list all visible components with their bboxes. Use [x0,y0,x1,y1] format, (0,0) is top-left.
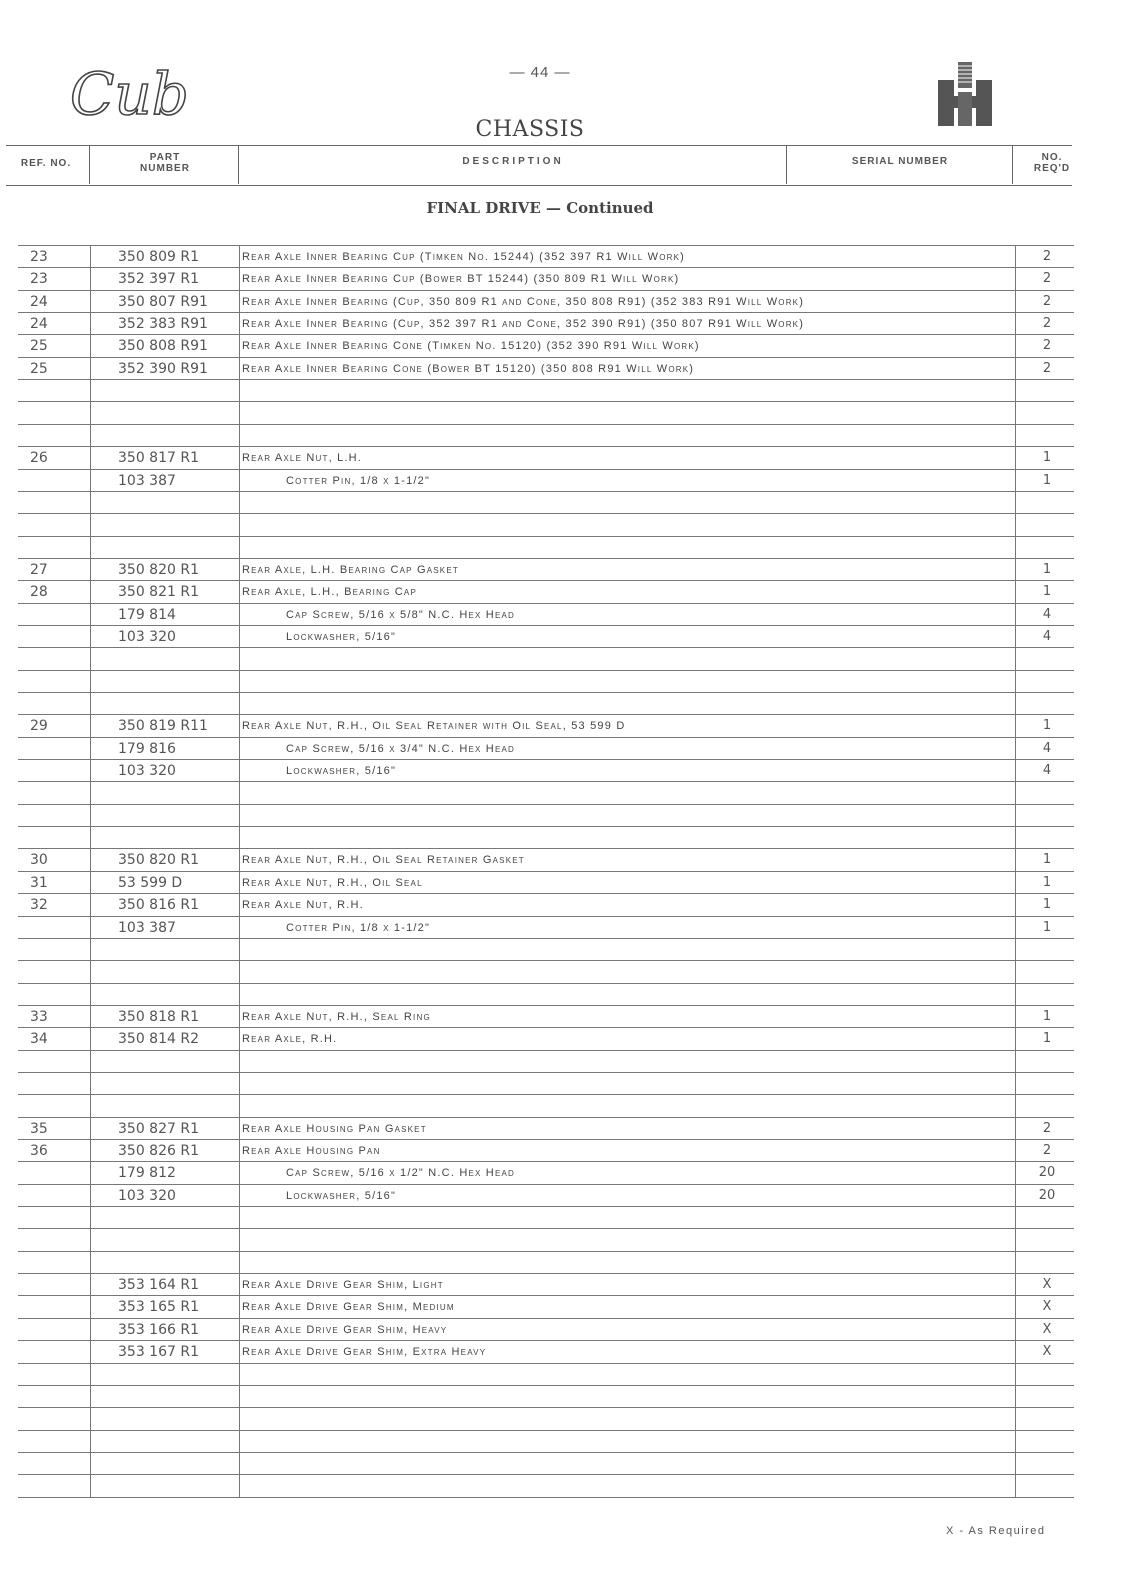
description-cell: Rear Axle Nut, R.H., Oil Seal [242,876,423,889]
col-description: DESCRIPTION [462,156,564,167]
qty-reqd-cell: 1 [1042,1008,1052,1024]
qty-reqd-cell: 4 [1042,763,1052,779]
description-cell: Lockwasher, 5/16" [286,630,397,643]
part-number-cell: 103 320 [118,1187,176,1204]
ref-no-cell: 35 [30,1120,48,1137]
qty-reqd-cell: 2 [1042,271,1052,287]
table-row [18,1340,1074,1362]
ref-no-cell: 26 [30,450,48,467]
col-no-reqd-line2: REQ'D [1033,163,1071,174]
qty-reqd-cell: 1 [1042,874,1052,890]
part-number-cell: 352 397 R1 [118,271,199,288]
grid-rule [18,647,1074,648]
description-cell: Rear Axle Inner Bearing Cone (Bower BT 15120) (350 808 R91 Will Work) [242,362,695,375]
table-row [18,714,1074,736]
qty-reqd-cell: 2 [1042,338,1052,354]
table-row [18,469,1074,491]
part-number-cell: 179 814 [118,606,176,623]
part-number-cell: 350 820 R1 [118,852,199,869]
grid-rule [18,826,1074,827]
grid-rule [18,1094,1074,1095]
qty-reqd-cell: 2 [1042,1143,1052,1158]
description-cell: Rear Axle Inner Bearing (Cup, 352 397 R1 and Cone, 352 390 R91) (350 807 R91 Will Work) [242,318,805,331]
qty-reqd-cell: 1 [1042,852,1052,868]
ref-no-cell: 28 [30,584,48,601]
qty-reqd-cell: 1 [1042,897,1052,913]
description-cell: Rear Axle Drive Gear Shim, Light [242,1279,444,1292]
qty-reqd-cell: X [1042,1299,1052,1315]
qty-reqd-cell: 1 [1042,472,1052,488]
grid-rule [18,1206,1074,1207]
part-number-cell: 350 808 R91 [118,338,208,355]
part-number-cell: 103 387 [118,472,176,489]
ref-no-cell: 36 [30,1143,48,1159]
ref-no-cell: 25 [30,338,48,355]
ref-no-cell: 31 [30,874,48,891]
table-row [18,1184,1074,1206]
table-row [18,446,1074,468]
header-divider [89,146,90,184]
table-row [18,1027,1074,1049]
description-cell: Rear Axle Housing Pan [242,1145,381,1157]
subsection-title: FINAL DRIVE — Continued [426,199,654,217]
qty-reqd-cell: 1 [1042,450,1052,466]
grid-rule [18,1072,1074,1073]
table-row [18,267,1074,289]
description-cell: Rear Axle Drive Gear Shim, Heavy [242,1323,448,1336]
description-cell: Cap Screw, 5/16 x 5/8" N.C. Hex Head [286,608,515,621]
grid-rule [18,536,1074,537]
table-row [18,334,1074,356]
ref-no-cell: 25 [30,360,48,377]
header-divider [238,146,239,184]
description-cell: Rear Axle, L.H., Bearing Cap [242,586,417,599]
qty-reqd-cell: 1 [1042,1031,1052,1047]
grid-rule [18,938,1074,939]
table-row [18,603,1074,625]
table-row [18,357,1074,379]
qty-reqd-cell: 2 [1042,316,1052,332]
table-row [18,1139,1074,1161]
qty-reqd-cell: 2 [1042,360,1052,376]
ref-no-cell: 30 [30,852,48,869]
part-number-cell: 103 320 [118,763,176,780]
table-row [18,312,1074,334]
grid-rule [18,491,1074,492]
table-row [18,848,1074,870]
part-number-cell: 179 812 [118,1165,176,1182]
qty-reqd-cell: X [1042,1321,1052,1337]
qty-reqd-cell: 20 [1038,1165,1056,1181]
description-cell: Rear Axle, L.H. Bearing Cap Gasket [242,563,459,576]
header-rule-top [6,145,1072,146]
grid-rule [18,670,1074,671]
description-cell: Rear Axle Inner Bearing (Cup, 350 809 R1 and Cone, 350 808 R91) (352 383 R91 Will Work) [242,295,805,308]
qty-reqd-cell: 20 [1038,1187,1056,1203]
page-number: — 44 — [509,64,571,81]
ref-no-cell: 24 [30,316,48,333]
part-number-cell: 350 807 R91 [118,293,208,310]
qty-reqd-cell: 2 [1042,293,1052,309]
grid-rule [18,692,1074,693]
part-number-cell: 350 819 R11 [118,718,208,735]
section-title: CHASSIS [475,117,585,142]
table-row [18,759,1074,781]
ref-no-cell: 33 [30,1008,48,1025]
grid-rule [18,804,1074,805]
grid-rule [18,1228,1074,1229]
header-rule-bottom [6,185,1072,186]
ref-no-cell: 23 [30,271,48,288]
description-cell: Lockwasher, 5/16" [286,765,397,778]
table-row [18,625,1074,647]
qty-reqd-cell: 4 [1042,740,1052,756]
description-cell: Rear Axle Drive Gear Shim, Extra Heavy [242,1346,487,1359]
grid-rule [18,1452,1074,1453]
qty-reqd-cell: 4 [1042,606,1052,622]
description-cell: Cotter Pin, 1/8 x 1-1/2" [286,921,431,934]
grid-rule [18,513,1074,514]
description-cell: Rear Axle Housing Pan Gasket [242,1122,427,1135]
part-number-cell: 350 818 R1 [118,1008,199,1025]
table-row [18,1318,1074,1340]
grid-rule [18,1497,1074,1498]
grid-rule [18,379,1074,380]
ref-no-cell: 23 [30,249,48,265]
qty-reqd-cell: X [1042,1277,1052,1293]
part-number-cell: 179 816 [118,740,176,757]
part-number-cell: 103 387 [118,919,176,936]
part-number-cell: 53 599 D [118,874,183,891]
part-number-cell: 350 816 R1 [118,897,199,914]
description-cell: Cotter Pin, 1/8 x 1-1/2" [286,474,431,487]
part-number-cell: 350 820 R1 [118,561,199,578]
table-row [18,245,1074,267]
col-no-reqd-line1: NO. [1041,152,1063,163]
header-divider [1012,146,1013,184]
part-number-cell: 353 166 R1 [118,1321,199,1338]
description-cell: Rear Axle Nut, R.H., Seal Ring [242,1010,431,1023]
table-row [18,871,1074,893]
table-row [18,737,1074,759]
table-row [18,290,1074,312]
ih-logo-icon [938,62,992,126]
ref-no-cell: 24 [30,293,48,310]
qty-reqd-cell: 4 [1042,628,1052,644]
table-row [18,1161,1074,1183]
qty-reqd-cell: 1 [1042,718,1052,734]
qty-reqd-cell: 2 [1042,1120,1052,1136]
description-cell: Rear Axle Nut, R.H. [242,899,364,912]
description-cell: Rear Axle Inner Bearing Cup (Timken No. 15244) (352 397 R1 Will Work) [242,251,686,263]
part-number-cell: 350 827 R1 [118,1120,199,1137]
qty-reqd-cell: 1 [1042,919,1052,935]
grid-rule [18,983,1074,984]
col-serial-number: SERIAL NUMBER [851,156,949,167]
table-row [18,893,1074,915]
qty-reqd-cell: 1 [1042,584,1052,600]
table-row [18,580,1074,602]
part-number-cell: 353 167 R1 [118,1344,199,1361]
table-row [18,558,1074,580]
ref-no-cell: 29 [30,718,48,735]
cub-logo [66,52,189,132]
grid-rule [18,424,1074,425]
grid-rule [18,1407,1074,1408]
table-row [18,1295,1074,1317]
table-row [18,1117,1074,1139]
description-cell: Rear Axle Drive Gear Shim, Medium [242,1301,455,1314]
table-row [18,1005,1074,1027]
part-number-cell: 353 165 R1 [118,1299,199,1316]
grid-rule [18,1430,1074,1431]
part-number-cell: 350 809 R1 [118,249,199,265]
qty-reqd-cell: 2 [1042,249,1052,264]
ref-no-cell: 32 [30,897,48,914]
grid-rule [18,1050,1074,1051]
part-number-cell: 350 814 R2 [118,1031,199,1048]
part-number-cell: 352 390 R91 [118,360,208,377]
description-cell: Cap Screw, 5/16 x 1/2" N.C. Hex Head [286,1167,515,1180]
description-cell: Rear Axle Inner Bearing Cone (Timken No. 15120) (352 390 R91 Will Work) [242,340,700,353]
col-ref-no: REF. NO. [20,158,72,169]
table-row [18,916,1074,938]
part-number-cell: 350 817 R1 [118,450,199,467]
footnote: X - As Required [946,1525,1046,1537]
description-cell: Rear Axle Inner Bearing Cup (Bower BT 15244) (350 809 R1 Will Work) [242,273,680,286]
description-cell: Lockwasher, 5/16" [286,1189,397,1202]
part-number-cell: 350 826 R1 [118,1143,199,1159]
ref-no-cell: 34 [30,1031,48,1048]
description-cell: Rear Axle Nut, R.H., Oil Seal Retainer with Oil Seal, 53 599 D [242,720,626,733]
part-number-cell: 350 821 R1 [118,584,199,601]
col-part-number-line1: PART [149,152,181,163]
description-cell: Cap Screw, 5/16 x 3/4" N.C. Hex Head [286,742,515,755]
description-cell: Rear Axle, R.H. [242,1033,338,1046]
part-number-cell: 353 164 R1 [118,1277,199,1294]
ref-no-cell: 27 [30,561,48,578]
grid-rule [18,401,1074,402]
header-divider [786,146,787,184]
cub-logo-text: Cub [70,60,189,128]
qty-reqd-cell: 1 [1042,561,1052,577]
grid-rule [18,1363,1074,1364]
grid-rule [18,960,1074,961]
grid-rule [18,1385,1074,1386]
description-cell: Rear Axle Nut, L.H. [242,452,363,465]
qty-reqd-cell: X [1042,1344,1052,1360]
part-number-cell: 352 383 R91 [118,316,208,333]
description-cell: Rear Axle Nut, R.H., Oil Seal Retainer Gasket [242,854,525,867]
part-number-cell: 103 320 [118,628,176,645]
grid-rule [18,1474,1074,1475]
grid-rule [18,781,1074,782]
col-part-number-line2: NUMBER [140,163,190,174]
table-row [18,1273,1074,1295]
grid-rule [18,1251,1074,1252]
